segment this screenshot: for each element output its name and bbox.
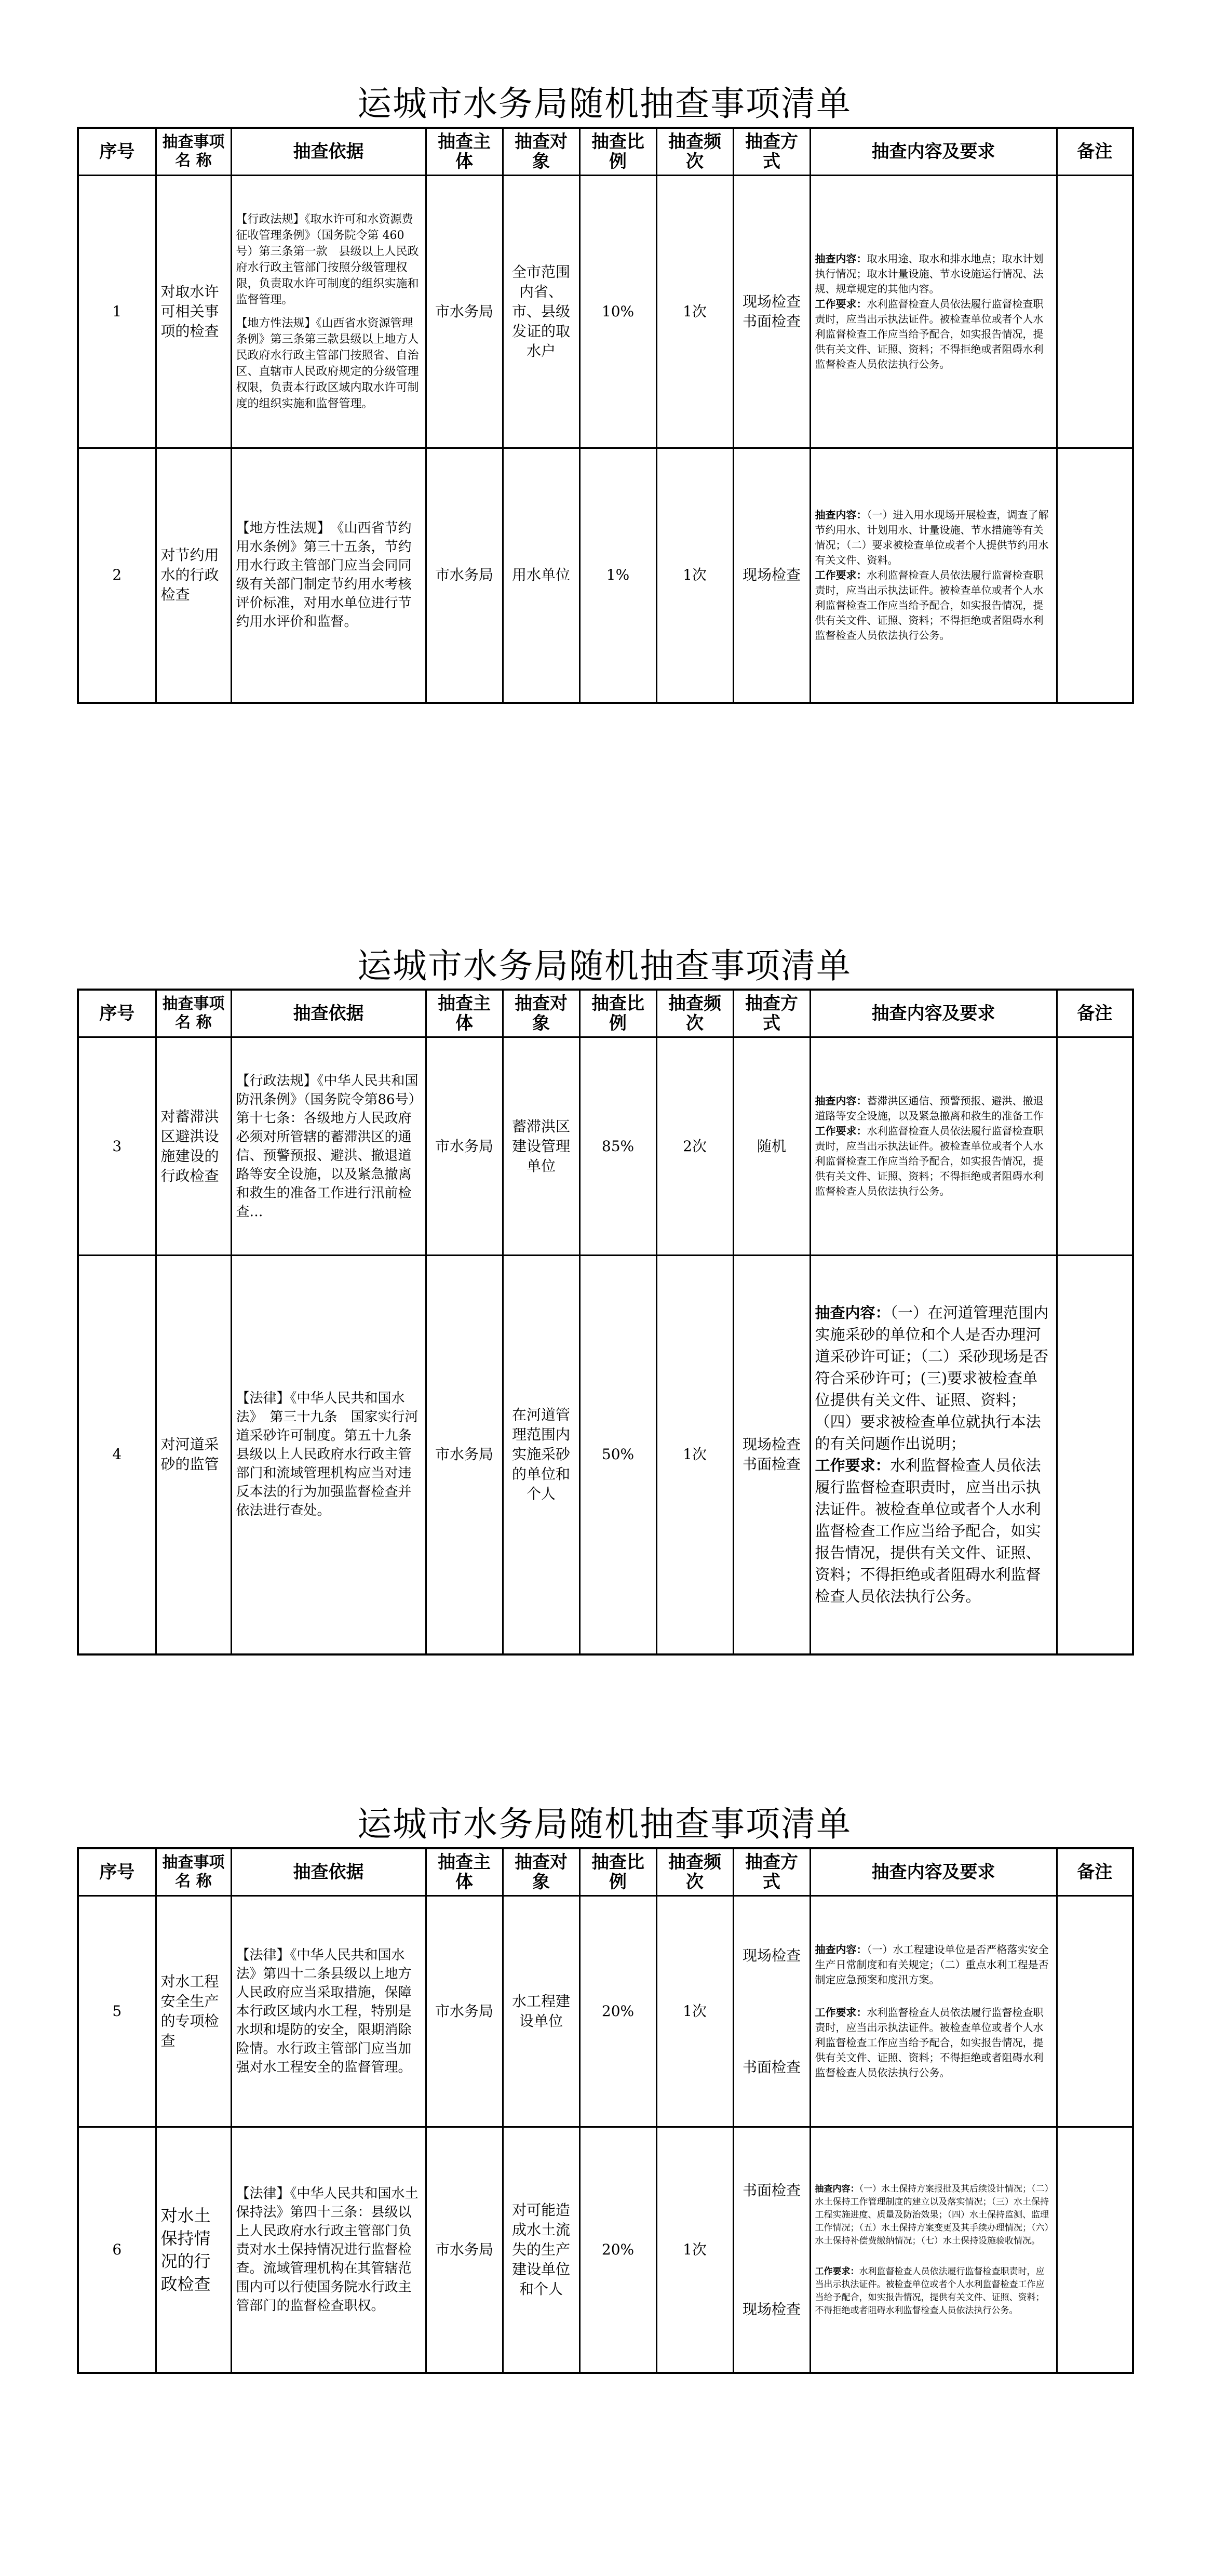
inspection-frequency: 2次 [656,1037,733,1256]
inspection-ratio: 85% [579,1037,656,1256]
row-number: 6 [78,2127,156,2373]
requirement-text: 水利监督检查人员依法履行监督检查职责时，应当出示执法证件。被检查单位或者个人水利监督检查工作应当给予配合，如实报告情况，提供有关文件、证照、资料；不得拒绝或者阻碍水利监督检查人员依法执行公务。 [815,2266,1045,2316]
requirement-label: 工作要求： [815,298,867,310]
inspection-table [77,1847,1134,2374]
remark [1057,176,1133,448]
header-method: 抽查方式 [733,1848,810,1896]
content-text: （一）在河道管理范围内实施采砂的单位和个人是否办理河道采砂许可证；（二）采砂现场是否符合采砂许可；(三)要求被检查单位提供有关文件、证照、资料；（四）要求被检查单位就执行本法的有关问题作出说明； [815,1304,1049,1453]
header-row [78,1848,1133,1896]
inspection-basis [231,1037,426,1256]
page-title: 运城市水务局随机抽查事项清单 [357,1804,852,1844]
row-number: 3 [78,1037,156,1256]
inspection-object: 在河道管理范围内实施采砂的单位和个人 [503,1256,579,1654]
inspection-requirements [810,1256,1057,1654]
inspection-requirements [810,2127,1057,2373]
inspection-object: 水工程建设单位 [503,1896,579,2127]
content-label: 抽查内容： [815,1095,867,1107]
inspection-ratio: 20% [579,2127,656,2373]
requirement-text: 水利监督检查人员依法履行监督检查职责时，应当出示执法证件。被检查单位或者个人水利监督检查工作应当给予配合，如实报告情况，提供有关文件、证照、资料；不得拒绝或者阻碍水利监督检查人员依法执行公务。 [815,298,1044,370]
basis-text: 【行政法规】《取水许可和水资源费征收管理条例》（国务院令第 460 号）第三条第一款 县级以上人民政府水行政主管部门按照分级管理权限，负责取水许可制度的组织实施和监督管理。 [236,213,419,306]
item-name: 对水工程安全生产的专项检查 [156,1896,231,2127]
inspection-ratio: 20% [579,1896,656,2127]
inspection-ratio: 50% [579,1256,656,1654]
header-basis: 抽查依据 [231,990,426,1037]
row-number: 4 [78,1256,156,1654]
table-row [78,1037,1133,1256]
header-remark: 备注 [1057,128,1133,176]
inspection-requirements [810,1896,1057,2127]
inspection-table [77,127,1134,704]
table-row [78,176,1133,448]
header-subject: 抽查主体 [426,128,503,176]
table-row [78,2127,1133,2373]
inspection-frequency: 1次 [656,1896,733,2127]
content-label: 抽查内容： [815,2183,859,2194]
inspection-subject: 市水务局 [426,1256,503,1654]
method-onsite: 现场检查 [742,1946,801,1964]
inspection-basis [231,1256,426,1654]
inspection-ratio: 10% [579,176,656,448]
row-number: 2 [78,448,156,703]
basis-text: 【法律】《中华人民共和国水土保持法》第四十三条：县级以上人民政府水行政主管部门负责对水土保持情况进行监督检查。流域管理机构在其管辖范围内可以行使国务院水行政主管部门的监督检查职权。 [236,2186,419,2314]
inspection-method [733,1896,810,2127]
requirement-label: 工作要求： [815,2006,867,2019]
item-name: 对水土保持情况的行政检查 [156,2127,231,2373]
inspection-basis [231,2127,426,2373]
content-text: 取水用途、取水和排水地点；取水计划执行情况；取水计量设施、节水设施运行情况、法规、规章规定的其他内容。 [815,252,1044,295]
row-number: 1 [78,176,156,448]
row-number: 5 [78,1896,156,2127]
inspection-subject: 市水务局 [426,176,503,448]
header-no: 序号 [78,990,156,1037]
inspection-method: 现场检查 书面检查 [733,176,810,448]
header-row [78,128,1133,176]
header-ratio: 抽查比例 [579,1848,656,1896]
content-label: 抽查内容： [815,252,867,265]
inspection-basis [231,448,426,703]
header-frequency: 抽查频次 [656,990,733,1037]
page-title: 运城市水务局随机抽查事项清单 [357,84,852,124]
header-item-name: 抽查事项名 称 [156,990,231,1037]
inspection-subject: 市水务局 [426,448,503,703]
inspection-requirements [810,176,1057,448]
remark [1057,448,1133,703]
header-remark: 备注 [1057,990,1133,1037]
content-text: （一）水工程建设单位是否严格落实安全生产日常制度和有关规定；（二）重点水利工程是否制定应急预案和度汛方案。 [815,1943,1049,1986]
method-written: 书面检查 [742,2058,801,2076]
inspection-object: 全市范围内省、市、县级发证的取水户 [503,176,579,448]
header-ratio: 抽查比例 [579,128,656,176]
header-requirements: 抽查内容及要求 [810,128,1057,176]
header-object: 抽查对象 [503,990,579,1037]
header-ratio: 抽查比例 [579,990,656,1037]
inspection-basis [231,176,426,448]
basis-text: 【行政法规】《中华人民共和国防汛条例》（国务院令第86号）第十七条：各级地方人民政府必须对所管辖的蓄滞洪区的通信、预警预报、避洪、撤退道路等安全设施，以及紧急撤离和救生的准备工作进行汛前检查… [236,1073,419,1220]
table-row [78,1896,1133,2127]
header-row [78,990,1133,1037]
item-name: 对节约用水的行政检查 [156,448,231,703]
requirement-label: 工作要求： [815,568,867,581]
remark [1057,1896,1133,2127]
inspection-subject: 市水务局 [426,1037,503,1256]
requirement-label: 工作要求： [815,1457,891,1475]
inspection-method [733,2127,810,2373]
header-no: 序号 [78,128,156,176]
header-item-name: 抽查事项名 称 [156,1848,231,1896]
content-label: 抽查内容： [815,1304,891,1322]
item-name: 对河道采砂的监管 [156,1256,231,1654]
basis-text: 【法律】《中华人民共和国水法》第四十二条县级以上地方人民政府应当采取措施，保障本行政区域内水工程，特别是水坝和堤防的安全，限期消除险情。水行政主管部门应当加强对水工程安全的监督管理。 [236,1947,412,2075]
inspection-table [77,989,1134,1656]
header-basis: 抽查依据 [231,128,426,176]
inspection-ratio: 1% [579,448,656,703]
inspection-object: 蓄滞洪区建设管理单位 [503,1037,579,1256]
inspection-requirements [810,448,1057,703]
header-subject: 抽查主体 [426,990,503,1037]
inspection-method: 随机 [733,1037,810,1256]
header-method: 抽查方式 [733,128,810,176]
requirement-text: 水利监督检查人员依法履行监督检查职责时，应当出示执法证件。被检查单位或者个人水利监督检查工作应当给予配合，如实报告情况，提供有关文件、证照、资料；不得拒绝或者阻碍水利监督检查人员依法执行公务。 [815,1457,1041,1606]
table-row [78,1256,1133,1654]
inspection-subject: 市水务局 [426,1896,503,2127]
inspection-frequency: 1次 [656,176,733,448]
basis-text: 【地方性法规】《山西省水资源管理条例》第三条第三款县级以上地方人民政府水行政主管部门按照省、自治区、直辖市人民政府规定的分级管理权限，负责本行政区域内取水许可制度的组织实施和监督管理。 [236,317,419,410]
requirement-text: 水利监督检查人员依法履行监督检查职责时，应当出示执法证件。被检查单位或者个人水利监督检查工作应当给予配合，如实报告情况，提供有关文件、证照、资料；不得拒绝或者阻碍水利监督检查人员依法执行公务。 [815,2006,1044,2079]
remark [1057,1037,1133,1256]
header-object: 抽查对象 [503,1848,579,1896]
inspection-frequency: 1次 [656,448,733,703]
inspection-frequency: 1次 [656,2127,733,2373]
inspection-method: 现场检查 [733,448,810,703]
inspection-object: 对可能造成水土流失的生产建设单位和个人 [503,2127,579,2373]
requirement-text: 水利监督检查人员依法履行监督检查职责时，应当出示执法证件。被检查单位或者个人水利监督检查工作应当给予配合，如实报告情况，提供有关文件、证照、资料；不得拒绝或者阻碍水利监督检查人员依法执行公务。 [815,1125,1044,1197]
basis-text: 【地方性法规】 《山西省节约用水条例》第三十五条，节约用水行政主管部门应当会同同级有关部门制定节约用水考核评价标准，对用水单位进行节约用水评价和监督。 [236,520,412,630]
method-onsite: 现场检查 [742,2300,801,2318]
header-subject: 抽查主体 [426,1848,503,1896]
inspection-subject: 市水务局 [426,2127,503,2373]
header-remark: 备注 [1057,1848,1133,1896]
header-requirements: 抽查内容及要求 [810,1848,1057,1896]
requirement-text: 水利监督检查人员依法履行监督检查职责时，应当出示执法证件。被检查单位或者个人水利监督检查工作应当给予配合，如实报告情况，提供有关文件、证照、资料；不得拒绝或者阻碍水利监督检查人员依法执行公务。 [815,568,1044,642]
header-method: 抽查方式 [733,990,810,1037]
header-frequency: 抽查频次 [656,1848,733,1896]
header-requirements: 抽查内容及要求 [810,990,1057,1037]
inspection-basis [231,1896,426,2127]
page-title: 运城市水务局随机抽查事项清单 [357,946,852,986]
header-basis: 抽查依据 [231,1848,426,1896]
content-text: （一）进入用水现场开展检查，调查了解节约用水、计划用水、计量设施、节水措施等有关情况；（二）要求被检查单位或者个人提供节约用水有关文件、资料。 [815,508,1049,566]
remark [1057,1256,1133,1654]
item-name: 对取水许可相关事项的检查 [156,176,231,448]
content-text: 蓄滞洪区通信、预警预报、避洪、撤退道路等安全设施，以及紧急撤离和救生的准备工作 [815,1095,1044,1122]
content-text: （一）水土保持方案报批及其后续设计情况；（二）水土保持工作管理制度的建立以及落实情况；（三）水土保持工程实施进度、质量及防治效果；（四）水土保持监测、监理工作情况；（五）水土保持方案变更及其手续办理情况；（六）水土保持补偿费缴纳情况；（七）水土保持设施验收情况。 [815,2183,1049,2246]
method-written: 书面检查 [742,2181,801,2199]
requirement-label: 工作要求： [815,2266,859,2277]
content-label: 抽查内容： [815,508,867,521]
content-label: 抽查内容： [815,1943,867,1956]
inspection-method: 现场检查 书面检查 [733,1256,810,1654]
inspection-requirements [810,1037,1057,1256]
inspection-frequency: 1次 [656,1256,733,1654]
header-object: 抽查对象 [503,128,579,176]
remark [1057,2127,1133,2373]
inspection-object: 用水单位 [503,448,579,703]
header-item-name: 抽查事项名 称 [156,128,231,176]
basis-text: 【法律】《中华人民共和国水法》 第三十九条 国家实行河道采砂许可制度。第五十九条县级以上人民政府水行政主管部门和流域管理机构应当对违反本法的行为加强监督检查并依法进行查处。 [236,1391,419,1519]
item-name: 对蓄滞洪区避洪设施建设的行政检查 [156,1037,231,1256]
header-no: 序号 [78,1848,156,1896]
header-frequency: 抽查频次 [656,128,733,176]
table-row [78,448,1133,703]
requirement-label: 工作要求： [815,1125,867,1137]
